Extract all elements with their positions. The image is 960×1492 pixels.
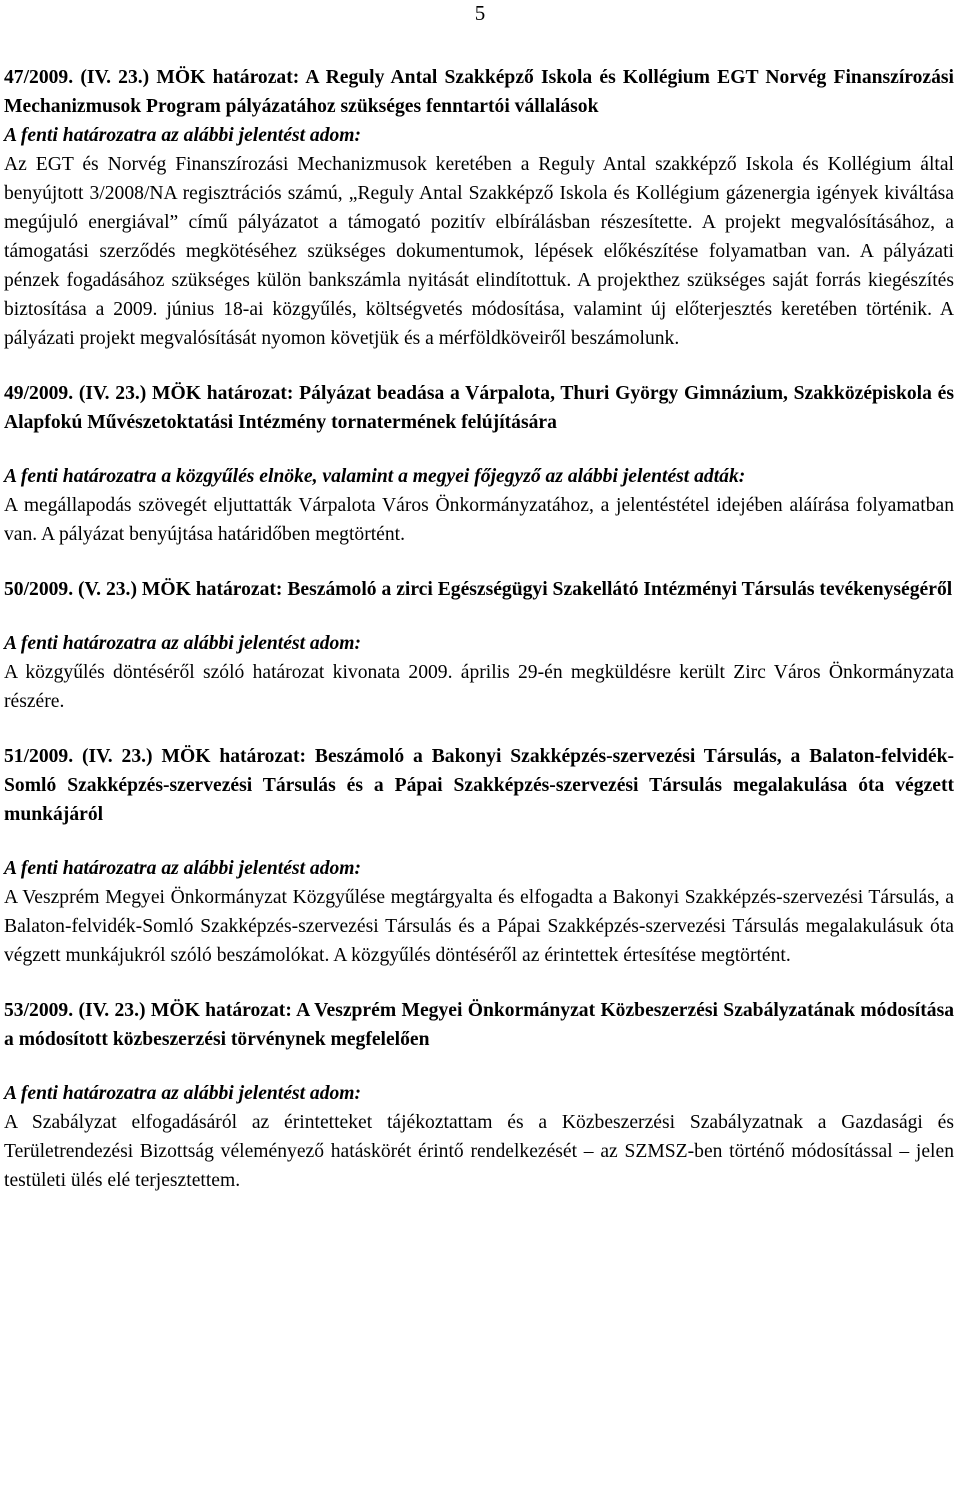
- report-body: A Veszprém Megyei Önkormányzat Közgyűlése megtárgyalta és elfogadta a Bakonyi Szakképzés-szervezési Társulás, a Balaton-felvidék-Somló Szakképzés-szervezési Társulás és a Pápai Szakképzés-szervezési Társulás megalakulásuk óta végzett munkájukról szóló beszámolókat. A közgyűlés döntéséről az érintettek értesítése megtörtént.: [4, 887, 954, 966]
- resolution-title: 53/2009. (IV. 23.) MÖK határozat: A Veszprém Megyei Önkormányzat Közbeszerzési Szabályzatának módosítása a módosított közbeszerzési törvénynek megfelelően: [4, 1000, 954, 1050]
- report-intro: A fenti határozatra az alábbi jelentést adom:: [4, 125, 362, 146]
- resolution-title: 51/2009. (IV. 23.) MÖK határozat: Beszámoló a Bakonyi Szakképzés-szervezési Társulás, a Balaton-felvidék-Somló Szakképzés-szervezési Társulás és a Pápai Szakképzés-szervezési Társulás megalakulása óta végzett munkájáról: [4, 746, 954, 825]
- page-number: 5: [474, 1, 486, 25]
- resolution-51: [4, 742, 954, 970]
- resolution-title: 49/2009. (IV. 23.) MÖK határozat: Pályázat beadása a Várpalota, Thuri György Gimnázium, Szakközépiskola és Alapfokú Művészetoktatási Intézmény tornatermének felújítására: [4, 383, 954, 433]
- resolution-50: [4, 575, 954, 716]
- report-body: Az EGT és Norvég Finanszírozási Mechanizmusok keretében a Reguly Antal szakképző Iskola és Kollégium által benyújtott 3/2008/NA regisztrációs számú, „Reguly Antal Szakképző Iskola és Kollégium gázenergia igények kiváltása megújuló energiával” című pályázatot a támogató pozitív elbírálásban részesítette. A projekt megvalósításához, a támogatási szerződés megkötéséhez szükséges dokumentumok, lépések előkészítése folyamatban van. A pályázati pénzek fogadásához szükséges külön bankszámla nyitását elindítottuk. A projekthez szükséges saját forrás kiegészítés biztosítása a 2009. június 18-ai közgyűlés, költségvetés módosítása, valamint új előterjesztés keretében történik. A pályázati projekt megvalósítását nyomon követjük és a mérföldköveiről beszámolunk.: [4, 154, 954, 349]
- report-intro: A fenti határozatra az alábbi jelentést adom:: [4, 633, 362, 654]
- resolution-53: [4, 996, 954, 1195]
- report-body: A Szabályzat elfogadásáról az érintetteket tájékoztattam és a Közbeszerzési Szabályzatnak a Gazdasági és Területrendezési Bizottság véleményező hatáskörét érintő rendelkezését – az SZMSZ-ben történő módosítással – jelen testületi ülés elé terjesztettem.: [4, 1112, 954, 1191]
- report-intro: A fenti határozatra az alábbi jelentést adom:: [4, 1083, 362, 1104]
- report-body: A közgyűlés döntéséről szóló határozat kivonata 2009. április 29-én megküldésre került Zirc Város Önkormányzata részére.: [4, 662, 954, 712]
- report-body: A megállapodás szövegét eljuttatták Várpalota Város Önkormányzatához, a jelentéstétel idejében aláírása folyamatban van. A pályázat benyújtása határidőben megtörtént.: [4, 495, 954, 545]
- resolution-49: [4, 379, 954, 549]
- resolution-title: 50/2009. (V. 23.) MÖK határozat: Beszámoló a zirci Egészségügyi Szakellátó Intézményi Társulás tevékenységéről: [4, 579, 953, 600]
- resolution-title: 47/2009. (IV. 23.) MÖK határozat: A Reguly Antal Szakképző Iskola és Kollégium EGT Norvég Finanszírozási Mechanizmusok Program pályázatához szükséges fenntartói vállalások: [4, 67, 954, 117]
- report-intro: A fenti határozatra az alábbi jelentést adom:: [4, 858, 362, 879]
- resolution-47: [4, 63, 954, 353]
- report-intro: A fenti határozatra a közgyűlés elnöke, valamint a megyei főjegyző az alábbi jelentést adták:: [4, 466, 746, 487]
- document-body: [4, 63, 954, 1221]
